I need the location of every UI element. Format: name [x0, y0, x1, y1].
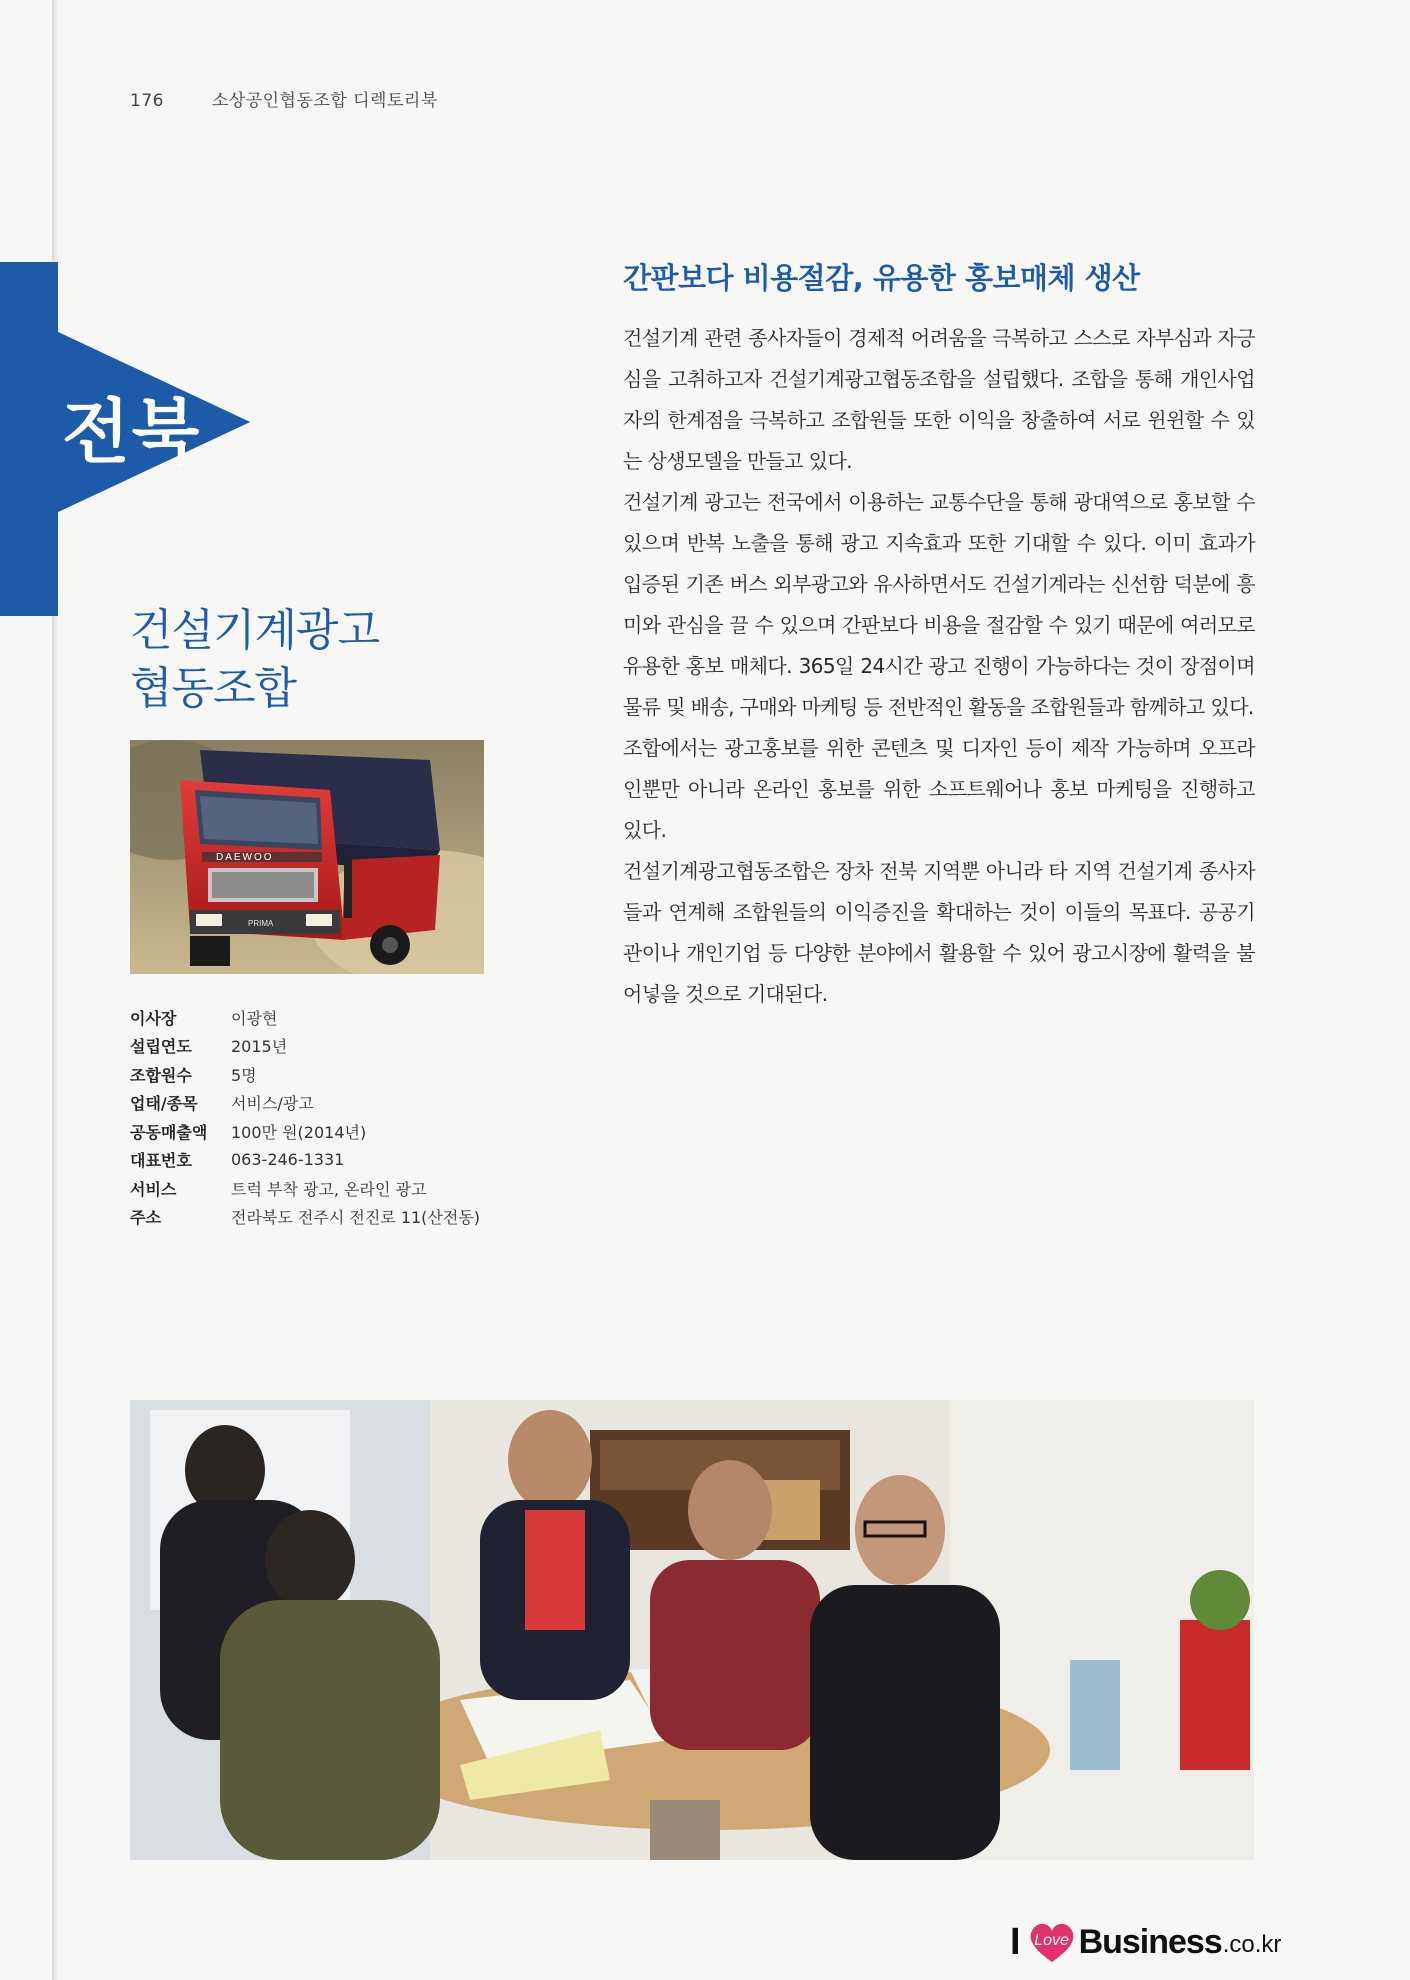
truck-brand-text: DAEWOO [216, 852, 274, 863]
article-paragraph: 조합에서는 광고홍보를 위한 콘텐츠 및 디자인 등이 제작 가능하며 오프라인뿐만 아니라 온라인 홍보를 위한 소프트웨어나 홍보 마케팅을 진행하고 있다. [623, 736, 1255, 842]
truck-illustration [130, 740, 484, 974]
info-row [130, 1117, 480, 1146]
article-paragraph: 건설기계광고협동조합은 장차 전북 지역뿐 아니라 타 지역 건설기계 종사자들과 연계해 조합원들의 이익증진을 확대하는 것이 이들의 목표다. 공공기관이나 개인기업 등 다양한 분야에서 활용할 수 있어 광고시장에 활력을 불어넣을 것으로 기대된다. [623, 859, 1255, 1006]
info-row [130, 1003, 480, 1032]
info-value: 트럭 부착 광고, 온라인 광고 [231, 1179, 427, 1199]
info-label: 설립연도 [130, 1037, 192, 1057]
region-label: 전북 [62, 391, 202, 473]
info-value: 100만 원(2014년) [231, 1122, 367, 1142]
info-label: 대표번호 [130, 1151, 192, 1171]
heart-text: Love [1034, 1932, 1069, 1949]
meeting-photo [130, 1400, 1254, 1860]
info-value: 전라북도 전주시 전진로 11(산전동) [231, 1208, 481, 1228]
publication-title: 소상공인협동조합 디렉토리북 [211, 91, 438, 111]
cooperative-name-line1: 건설기계광고 [130, 605, 380, 656]
article-body [623, 318, 1255, 1015]
heart-icon [1027, 1920, 1077, 1964]
cooperative-name [130, 602, 490, 718]
truck-photo [130, 740, 484, 974]
info-row [130, 1203, 480, 1232]
brand-letter: I [1010, 1920, 1021, 1963]
info-row [130, 1174, 480, 1203]
article-paragraph: 건설기계 광고는 전국에서 이용하는 교통수단을 통해 광대역으로 홍보할 수 있으며 반복 노출을 통해 광고 지속효과 또한 기대할 수 있다. 이미 효과가 입증된 기존 버스 외부광고와 유사하면서도 건설기계라는 신선함 덕분에 흥미와 관심을 끌 수 있으며 간판보다 비용을 절감할 수 있기 때문에 여러모로 유용한 홍보 매체다. 365일 24시간 광고 진행이 가능하다는 것이 장점이며 물류 및 배송, 구매와 마케팅 등 전반적인 활동을 조합원들과 함께하고 있다. [623, 490, 1255, 719]
info-value: 5명 [231, 1065, 257, 1085]
page-number: 176 [130, 91, 164, 111]
cooperative-info-table [130, 1003, 480, 1231]
info-label: 주소 [130, 1208, 161, 1228]
info-label: 업태/종목 [130, 1094, 198, 1114]
info-label: 공동매출액 [130, 1122, 208, 1142]
info-value: 이광현 [231, 1008, 278, 1028]
footer-brand-logo [1010, 1920, 1281, 1964]
cooperative-name-line2: 협동조합 [130, 663, 297, 714]
running-header [130, 86, 438, 111]
truck-model-text: PRIMA [248, 919, 274, 928]
info-label: 서비스 [130, 1179, 177, 1199]
brand-domain: .co.kr [1222, 1931, 1282, 1958]
info-row [130, 1032, 480, 1061]
info-value: 2015년 [231, 1037, 288, 1057]
info-label: 조합원수 [130, 1065, 192, 1085]
meeting-illustration [130, 1400, 1254, 1860]
article-title: 간판보다 비용절감, 유용한 홍보매체 생산 [623, 261, 1140, 295]
article-paragraph: 건설기계 관련 종사자들이 경제적 어려움을 극복하고 스스로 자부심과 자긍심을 고취하고자 건설기계광고협동조합을 설립했다. 조합을 통해 개인사업자의 한계점을 극복하고 조합원들 또한 이익을 창출하여 서로 윈윈할 수 있는 상생모델을 만들고 있다. [623, 326, 1255, 473]
info-row [130, 1146, 480, 1175]
info-row [130, 1089, 480, 1118]
info-label: 이사장 [130, 1008, 177, 1028]
info-row [130, 1060, 480, 1089]
info-value: 서비스/광고 [231, 1094, 314, 1114]
info-value: 063-246-1331 [231, 1150, 345, 1170]
brand-word: Business [1078, 1922, 1222, 1961]
